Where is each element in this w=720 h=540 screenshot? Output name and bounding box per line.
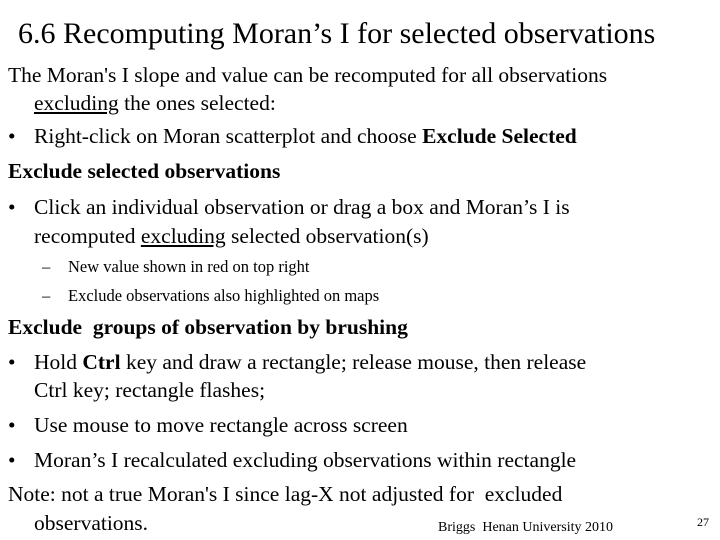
bullet-4-text: Use mouse to move rectangle across screen xyxy=(34,413,408,437)
bullet-recalculated xyxy=(8,447,576,473)
bullet-2-line-2-pre: recomputed xyxy=(34,224,141,248)
bullet-dot: • xyxy=(8,413,16,437)
bullet-dot: • xyxy=(8,350,16,374)
bullet-3-pre: Hold xyxy=(34,350,83,374)
sub-bullet-highlighted-maps xyxy=(42,286,379,306)
bullet-click-observation xyxy=(8,194,570,220)
slide-title: 6.6 Recomputing Moran’s I for selected observations xyxy=(18,17,656,50)
footer-attribution: Briggs Henan University 2010 xyxy=(438,520,613,535)
sub-bullet-1-text: New value shown in red on top right xyxy=(68,257,310,276)
ctrl-key-bold: Ctrl xyxy=(82,350,121,374)
dash-marker: – xyxy=(42,286,51,305)
bullet-dot: • xyxy=(8,448,16,472)
bullet-3-line-2: Ctrl key; rectangle flashes; xyxy=(34,378,266,402)
bullet-3-post: key and draw a rectangle; release mouse, then release xyxy=(120,350,587,374)
bullet-hold-ctrl xyxy=(8,349,586,375)
heading-exclude-selected: Exclude selected observations xyxy=(8,159,281,183)
page-number: 27 xyxy=(697,515,709,529)
bullet-dot: • xyxy=(8,124,16,148)
bullet-2-line-2 xyxy=(34,223,429,249)
note-line-2: observations. xyxy=(34,511,149,535)
intro-line-2 xyxy=(34,90,276,116)
bullet-1-bold: Exclude Selected xyxy=(422,124,577,148)
bullet-move-rectangle xyxy=(8,412,408,438)
bullet-1-text: Right-click on Moran scatterplot and choose xyxy=(34,124,423,148)
sub-bullet-red-value xyxy=(42,257,310,277)
sub-bullet-2-text: Exclude observations also highlighted on maps xyxy=(68,286,380,305)
bullet-exclude-selected xyxy=(8,123,577,149)
excluding-underlined: excluding xyxy=(140,224,226,248)
intro-line-1: The Moran's I slope and value can be recomputed for all observations xyxy=(8,63,608,87)
dash-marker: – xyxy=(42,257,51,276)
bullet-5-text: Moran’s I recalculated excluding observations within rectangle xyxy=(34,448,577,472)
bullet-dot: • xyxy=(8,195,16,219)
bullet-2-line-2-rest: selected observation(s) xyxy=(225,224,429,248)
bullet-2-line-1: Click an individual observation or drag a box and Moran’s I is xyxy=(34,195,570,219)
note-line-1: Note: not a true Moran's I since lag-X not adjusted for excluded xyxy=(8,482,563,506)
intro-line-2-rest: the ones selected: xyxy=(118,91,276,115)
heading-brushing: Exclude groups of observation by brushing xyxy=(8,315,408,339)
excluding-underlined: excluding xyxy=(34,91,119,115)
